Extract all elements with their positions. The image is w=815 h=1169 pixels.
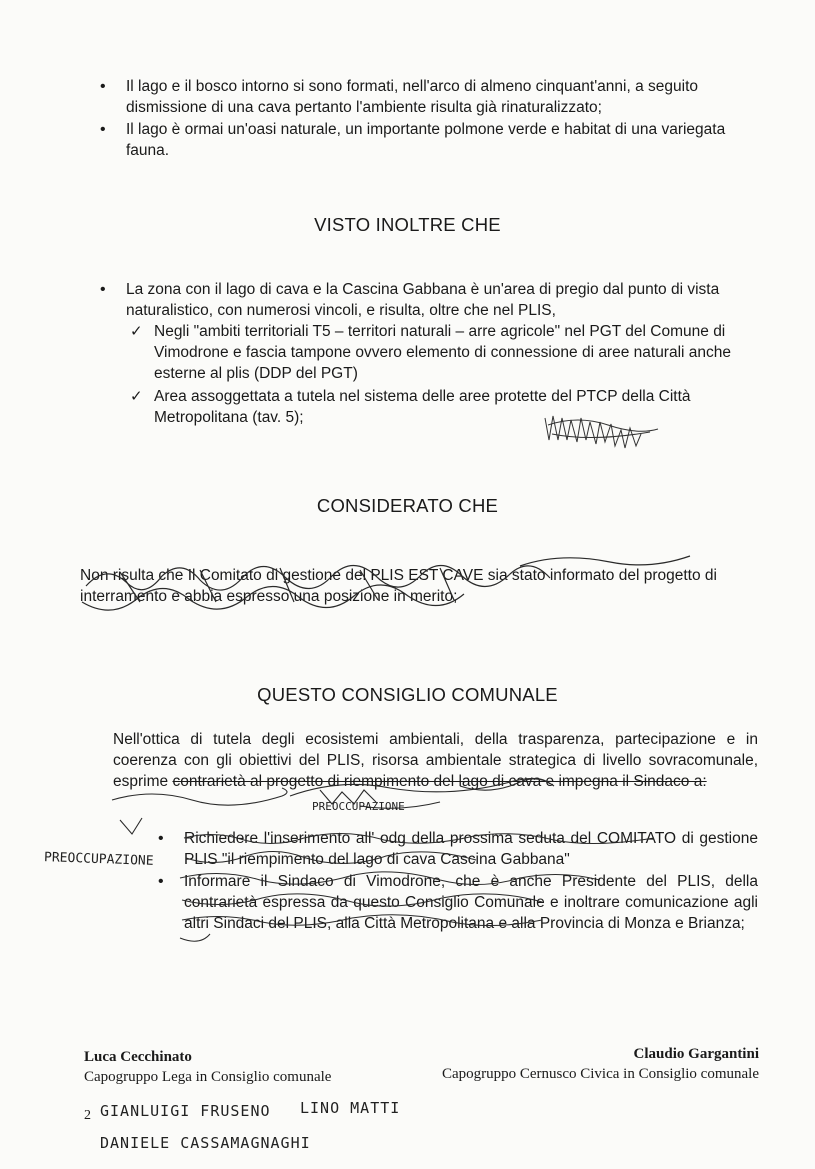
signatory-right-name: Claudio Gargantini bbox=[633, 1046, 759, 1062]
handwritten-name-1: GIANLUIGI FRUSENO bbox=[100, 1102, 271, 1120]
signatory-left-name: Luca Cecchinato bbox=[84, 1049, 192, 1065]
consiglio-struck-text: contrarietà al progetto di riempimento del lago di cava e impegna il Sindaco a: bbox=[172, 773, 707, 790]
visto-bullet-list bbox=[100, 279, 760, 322]
consiglio-intro-text: Nell'ottica di tutela degli ecosistemi ambientali, della trasparenza, partecipazione e in coerenza con gli obiettivi del PLIS, risorsa ambientale strategica di livello sovracomunale, esprime bbox=[113, 731, 758, 790]
consiglio-action-list bbox=[158, 828, 758, 935]
heading-questo-consiglio: QUESTO CONSIGLIO COMUNALE bbox=[257, 684, 558, 705]
handwritten-insert-note: PREOCCUPAZIONE bbox=[312, 800, 405, 813]
intro-bullet-1: • Il lago e il bosco intorno si sono formati, nell'arco di almeno cinquant'anni, a seguito dismissione di una cava pertanto l'ambiente risulta già rinaturalizzato; bbox=[100, 76, 760, 118]
heading-considerato: CONSIDERATO CHE bbox=[316, 495, 499, 516]
visto-check-list bbox=[128, 321, 758, 430]
handwritten-name-3: DANIELE CASSAMAGNAGHI bbox=[100, 1134, 311, 1152]
check-item-ambiti: ✓ Negli "ambiti territoriali T5 – territori naturali – arre agricole" nel PGT del Comune di Vimodrone e fascia tampone ovvero elemento di connessione di aree naturali anche esterne al plis (DDP del PGT) bbox=[128, 321, 758, 384]
action-item-informare: • Informare il Sindaco di Vimodrone, che è anche Presidente del PLIS, della contrarietà espressa da questo Consiglio Comunale e inoltrare comunicazione agli altri Sindaci del PLIS, alla Città Metropolitana e alla Provincia di Monza e Brianza; bbox=[158, 871, 758, 934]
handwritten-name-2: LINO MATTI bbox=[300, 1099, 401, 1117]
signatory-left-role: Capogruppo Lega in Consiglio comunale bbox=[84, 1069, 332, 1085]
page-number: 2 bbox=[84, 1108, 91, 1123]
check-item-area: ✓ Area assoggettata a tutela nel sistema delle aree protette del PTCP della Città Metropolitana (tav. 5); bbox=[128, 386, 758, 428]
intro-bullet-2: • Il lago è ormai un'oasi naturale, un importante polmone verde e habitat di una variegata fauna. bbox=[100, 119, 760, 161]
signatory-right-role: Capogruppo Cernusco Civica in Consiglio comunale bbox=[441, 1066, 759, 1082]
heading-visto-inoltre: VISTO INOLTRE CHE bbox=[314, 214, 501, 235]
visto-bullet: • La zona con il lago di cava e la Cascina Gabbana è un'area di pregio dal punto di vista naturalistico, con numerosi vincoli, e risulta, oltre che nel PLIS, bbox=[100, 279, 760, 321]
consiglio-intro bbox=[113, 729, 758, 792]
action-item-richiedere: • Richiedere l'inserimento all' odg della prossima seduta del COMITATO di gestione PLIS "il riempimento del lago di cava Cascina Gabbana" bbox=[158, 828, 758, 870]
considerato-text: Non risulta che Il Comitato di gestione del PLIS EST CAVE sia stato informato del progetto di interramento e abbia espresso una posizione in merito; bbox=[80, 567, 717, 605]
handwritten-margin-note: PREOCCUPAZIONE bbox=[43, 850, 154, 869]
intro-bullet-list bbox=[100, 76, 760, 162]
